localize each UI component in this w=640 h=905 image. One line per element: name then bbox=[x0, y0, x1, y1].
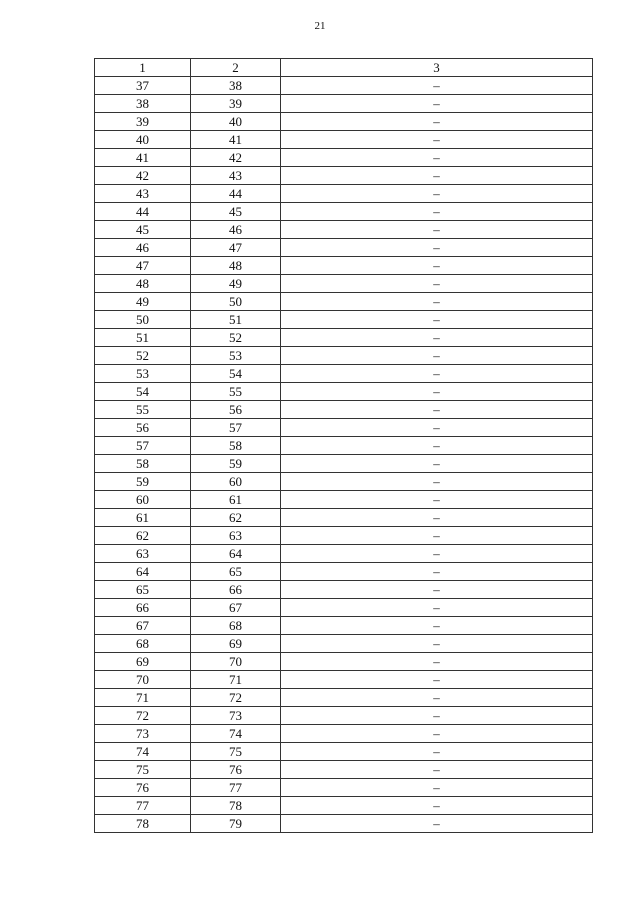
table-cell-col-2: 73 bbox=[191, 707, 281, 725]
table-cell-col-1: 49 bbox=[95, 293, 191, 311]
table-row bbox=[95, 95, 593, 113]
table-cell-col-1: 78 bbox=[95, 815, 191, 833]
table-row bbox=[95, 581, 593, 599]
table-cell-col-3: – bbox=[281, 239, 593, 257]
table-row bbox=[95, 113, 593, 131]
table-cell-col-3: – bbox=[281, 653, 593, 671]
table-cell-col-3: – bbox=[281, 509, 593, 527]
table-cell-col-3: – bbox=[281, 113, 593, 131]
table-cell-col-3: – bbox=[281, 761, 593, 779]
table-cell-col-2: 78 bbox=[191, 797, 281, 815]
table-cell-col-2: 64 bbox=[191, 545, 281, 563]
table-cell-col-3: – bbox=[281, 419, 593, 437]
table-cell-col-3: – bbox=[281, 203, 593, 221]
table-cell-col-3: – bbox=[281, 491, 593, 509]
table-cell-col-2: 55 bbox=[191, 383, 281, 401]
table-cell-col-3: – bbox=[281, 689, 593, 707]
table-cell-col-3: – bbox=[281, 617, 593, 635]
table-cell-col-3: – bbox=[281, 167, 593, 185]
table-cell-col-2: 61 bbox=[191, 491, 281, 509]
table-row bbox=[95, 329, 593, 347]
table-cell-col-3: – bbox=[281, 743, 593, 761]
table-row bbox=[95, 599, 593, 617]
table-cell-col-1: 57 bbox=[95, 437, 191, 455]
table-cell-col-2: 48 bbox=[191, 257, 281, 275]
table-cell-col-2: 76 bbox=[191, 761, 281, 779]
table-cell-col-3: – bbox=[281, 527, 593, 545]
table-cell-col-3: – bbox=[281, 383, 593, 401]
table-row bbox=[95, 491, 593, 509]
table-cell-col-2: 47 bbox=[191, 239, 281, 257]
table-cell-col-3: – bbox=[281, 635, 593, 653]
table-cell-col-2: 74 bbox=[191, 725, 281, 743]
table-cell-col-3: – bbox=[281, 257, 593, 275]
table-cell-col-2: 79 bbox=[191, 815, 281, 833]
table-cell-col-2: 69 bbox=[191, 635, 281, 653]
table-cell-col-3: – bbox=[281, 725, 593, 743]
table-cell-col-2: 42 bbox=[191, 149, 281, 167]
table-cell-col-1: 51 bbox=[95, 329, 191, 347]
table-row bbox=[95, 365, 593, 383]
table-cell-col-2: 49 bbox=[191, 275, 281, 293]
table-row bbox=[95, 473, 593, 491]
table-cell-col-1: 62 bbox=[95, 527, 191, 545]
table-row bbox=[95, 401, 593, 419]
table-cell-col-2: 63 bbox=[191, 527, 281, 545]
table-cell-col-1: 60 bbox=[95, 491, 191, 509]
table-cell-col-1: 42 bbox=[95, 167, 191, 185]
table-cell-col-1: 64 bbox=[95, 563, 191, 581]
table-cell-col-1: 58 bbox=[95, 455, 191, 473]
table-cell-col-1: 67 bbox=[95, 617, 191, 635]
table-row bbox=[95, 653, 593, 671]
column-header-1: 1 bbox=[95, 59, 191, 77]
table-cell-col-1: 40 bbox=[95, 131, 191, 149]
table-cell-col-1: 73 bbox=[95, 725, 191, 743]
table-cell-col-2: 75 bbox=[191, 743, 281, 761]
table-body bbox=[95, 77, 593, 833]
table-cell-col-1: 74 bbox=[95, 743, 191, 761]
table-cell-col-1: 45 bbox=[95, 221, 191, 239]
table-cell-col-1: 52 bbox=[95, 347, 191, 365]
table-cell-col-2: 68 bbox=[191, 617, 281, 635]
table-row bbox=[95, 509, 593, 527]
table-row bbox=[95, 815, 593, 833]
table-cell-col-3: – bbox=[281, 671, 593, 689]
table-cell-col-1: 41 bbox=[95, 149, 191, 167]
table-row bbox=[95, 419, 593, 437]
table-cell-col-3: – bbox=[281, 599, 593, 617]
table-cell-col-3: – bbox=[281, 401, 593, 419]
table-cell-col-2: 71 bbox=[191, 671, 281, 689]
table-cell-col-2: 57 bbox=[191, 419, 281, 437]
table-cell-col-2: 66 bbox=[191, 581, 281, 599]
column-header-2: 2 bbox=[191, 59, 281, 77]
table-cell-col-1: 55 bbox=[95, 401, 191, 419]
table-row bbox=[95, 455, 593, 473]
table-row bbox=[95, 203, 593, 221]
table-cell-col-2: 72 bbox=[191, 689, 281, 707]
table-cell-col-2: 59 bbox=[191, 455, 281, 473]
table-cell-col-3: – bbox=[281, 311, 593, 329]
table-cell-col-3: – bbox=[281, 473, 593, 491]
table-cell-col-2: 45 bbox=[191, 203, 281, 221]
table-cell-col-2: 58 bbox=[191, 437, 281, 455]
table-cell-col-1: 37 bbox=[95, 77, 191, 95]
table-cell-col-2: 65 bbox=[191, 563, 281, 581]
table-cell-col-3: – bbox=[281, 455, 593, 473]
table-cell-col-1: 63 bbox=[95, 545, 191, 563]
table-row bbox=[95, 779, 593, 797]
table-row bbox=[95, 167, 593, 185]
table-cell-col-3: – bbox=[281, 149, 593, 167]
table-cell-col-1: 59 bbox=[95, 473, 191, 491]
table-row bbox=[95, 617, 593, 635]
table-cell-col-2: 51 bbox=[191, 311, 281, 329]
data-table-container bbox=[94, 58, 592, 833]
table-row bbox=[95, 689, 593, 707]
table-row bbox=[95, 293, 593, 311]
table-cell-col-3: – bbox=[281, 437, 593, 455]
table-cell-col-1: 66 bbox=[95, 599, 191, 617]
table-cell-col-1: 54 bbox=[95, 383, 191, 401]
table-row bbox=[95, 527, 593, 545]
table-cell-col-1: 61 bbox=[95, 509, 191, 527]
table-row bbox=[95, 797, 593, 815]
table-row bbox=[95, 545, 593, 563]
table-cell-col-1: 48 bbox=[95, 275, 191, 293]
table-cell-col-3: – bbox=[281, 797, 593, 815]
table-cell-col-3: – bbox=[281, 545, 593, 563]
table-row bbox=[95, 707, 593, 725]
table-cell-col-2: 77 bbox=[191, 779, 281, 797]
table-cell-col-2: 60 bbox=[191, 473, 281, 491]
table-cell-col-3: – bbox=[281, 221, 593, 239]
table-cell-col-1: 68 bbox=[95, 635, 191, 653]
table-row bbox=[95, 239, 593, 257]
table-row bbox=[95, 311, 593, 329]
table-row bbox=[95, 635, 593, 653]
table-cell-col-3: – bbox=[281, 815, 593, 833]
table-cell-col-1: 47 bbox=[95, 257, 191, 275]
table-cell-col-3: – bbox=[281, 293, 593, 311]
table-row bbox=[95, 437, 593, 455]
table-cell-col-2: 56 bbox=[191, 401, 281, 419]
table-row bbox=[95, 347, 593, 365]
table-row bbox=[95, 725, 593, 743]
page-number: 21 bbox=[314, 20, 326, 32]
table-cell-col-3: – bbox=[281, 581, 593, 599]
table-cell-col-2: 46 bbox=[191, 221, 281, 239]
table-row bbox=[95, 563, 593, 581]
table-cell-col-1: 72 bbox=[95, 707, 191, 725]
table-cell-col-3: – bbox=[281, 563, 593, 581]
table-row bbox=[95, 131, 593, 149]
table-cell-col-1: 38 bbox=[95, 95, 191, 113]
table-cell-col-1: 56 bbox=[95, 419, 191, 437]
table-cell-col-1: 77 bbox=[95, 797, 191, 815]
table-cell-col-3: – bbox=[281, 131, 593, 149]
table-cell-col-3: – bbox=[281, 779, 593, 797]
table-cell-col-3: – bbox=[281, 275, 593, 293]
table-cell-col-2: 62 bbox=[191, 509, 281, 527]
table-cell-col-2: 40 bbox=[191, 113, 281, 131]
table-cell-col-1: 46 bbox=[95, 239, 191, 257]
table-cell-col-3: – bbox=[281, 365, 593, 383]
table-cell-col-2: 44 bbox=[191, 185, 281, 203]
table-cell-col-3: – bbox=[281, 185, 593, 203]
table-cell-col-1: 50 bbox=[95, 311, 191, 329]
table-cell-col-2: 43 bbox=[191, 167, 281, 185]
table-cell-col-2: 39 bbox=[191, 95, 281, 113]
table-row bbox=[95, 275, 593, 293]
table-cell-col-2: 52 bbox=[191, 329, 281, 347]
data-table bbox=[94, 58, 593, 833]
table-row bbox=[95, 743, 593, 761]
table-cell-col-2: 41 bbox=[191, 131, 281, 149]
table-row bbox=[95, 221, 593, 239]
table-cell-col-3: – bbox=[281, 77, 593, 95]
column-header-3: 3 bbox=[281, 59, 593, 77]
table-cell-col-2: 70 bbox=[191, 653, 281, 671]
table-cell-col-3: – bbox=[281, 95, 593, 113]
table-cell-col-2: 54 bbox=[191, 365, 281, 383]
table-cell-col-2: 53 bbox=[191, 347, 281, 365]
table-cell-col-3: – bbox=[281, 347, 593, 365]
table-cell-col-1: 71 bbox=[95, 689, 191, 707]
table-cell-col-1: 44 bbox=[95, 203, 191, 221]
table-cell-col-1: 65 bbox=[95, 581, 191, 599]
table-cell-col-3: – bbox=[281, 329, 593, 347]
table-row bbox=[95, 671, 593, 689]
table-row bbox=[95, 149, 593, 167]
table-cell-col-1: 76 bbox=[95, 779, 191, 797]
table-cell-col-2: 38 bbox=[191, 77, 281, 95]
table-cell-col-2: 67 bbox=[191, 599, 281, 617]
table-cell-col-3: – bbox=[281, 707, 593, 725]
table-cell-col-2: 50 bbox=[191, 293, 281, 311]
table-cell-col-1: 43 bbox=[95, 185, 191, 203]
table-row bbox=[95, 383, 593, 401]
table-cell-col-1: 39 bbox=[95, 113, 191, 131]
table-row bbox=[95, 77, 593, 95]
table-cell-col-1: 75 bbox=[95, 761, 191, 779]
table-cell-col-1: 69 bbox=[95, 653, 191, 671]
table-row bbox=[95, 761, 593, 779]
table-header-row bbox=[95, 59, 593, 77]
table-cell-col-1: 53 bbox=[95, 365, 191, 383]
table-row bbox=[95, 257, 593, 275]
table-row bbox=[95, 185, 593, 203]
table-cell-col-1: 70 bbox=[95, 671, 191, 689]
